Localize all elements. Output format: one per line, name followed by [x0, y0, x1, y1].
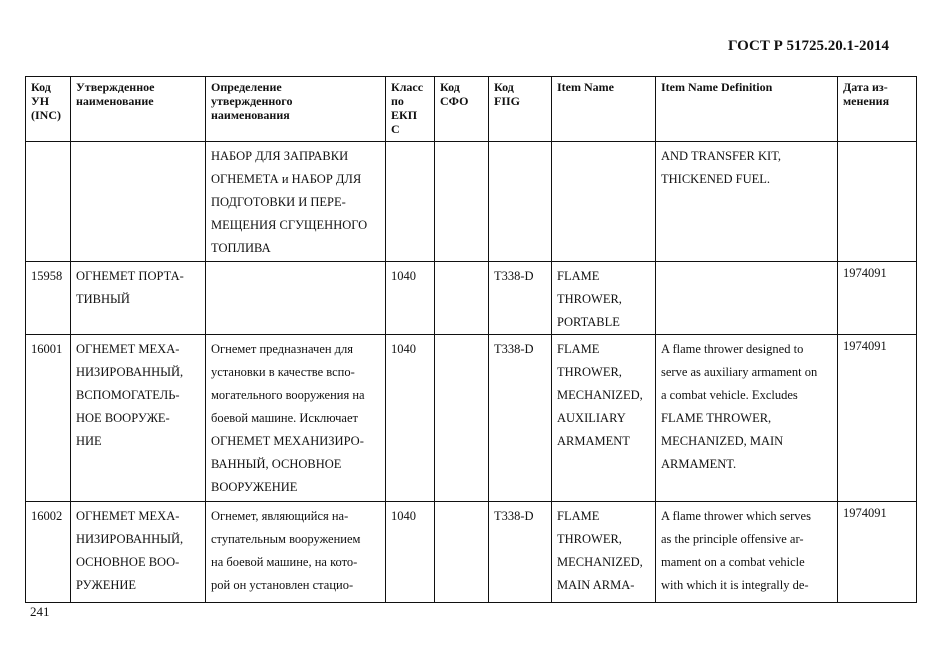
cell-class	[386, 142, 435, 262]
cell-sfo-code	[435, 502, 489, 603]
cell-sfo-code	[435, 335, 489, 502]
cell-class: 1040	[386, 502, 435, 603]
table-row	[26, 335, 917, 502]
cell-name-definition: НАБОР ДЛЯ ЗАПРАВКИ ОГНЕМЕТА и НАБОР ДЛЯ ПОДГОТОВКИ И ПЕРЕ- МЕЩЕНИЯ СГУЩЕННОГО ТОПЛИВА	[206, 142, 386, 262]
cell-approved-name: ОГНЕМЕТ МЕХА- НИЗИРОВАННЫЙ, ВСПОМОГАТЕЛЬ- НОЕ ВООРУЖЕ- НИЕ	[71, 335, 206, 502]
column-header-change-date: Дата из- менения	[838, 77, 917, 142]
cell-item-name: FLAME THROWER, PORTABLE	[552, 262, 656, 335]
column-header-name-definition: Определение утвержденного наименования	[206, 77, 386, 142]
cell-inc-code: 16001	[26, 335, 71, 502]
page-number: 241	[30, 604, 50, 619]
cell-fiig-code: T338-D	[489, 502, 552, 603]
cell-name-definition: Огнемет предназначен для установки в качестве вспо- могательного вооружения на боевой машине. Исключает ОГНЕМЕТ МЕХАНИЗИРО- ВАННЫЙ, ОСНОВНОЕ ВООРУЖЕНИЕ	[206, 335, 386, 502]
cell-fiig-code	[489, 142, 552, 262]
cell-change-date	[838, 142, 917, 262]
cell-change-date: 1974091	[838, 335, 917, 502]
column-header-class: Класс по ЕКП С	[386, 77, 435, 142]
table-row	[26, 262, 917, 335]
cell-sfo-code	[435, 142, 489, 262]
table-header-row	[26, 77, 917, 142]
column-header-fiig-code: Код FIIG	[489, 77, 552, 142]
cell-change-date: 1974091	[838, 262, 917, 335]
cell-class: 1040	[386, 335, 435, 502]
cell-sfo-code	[435, 262, 489, 335]
document-title: ГОСТ Р 51725.20.1-2014	[727, 38, 889, 54]
column-header-sfo-code: Код СФО	[435, 77, 489, 142]
cell-approved-name: ОГНЕМЕТ МЕХА- НИЗИРОВАННЫЙ, ОСНОВНОЕ ВОО- РУЖЕНИЕ	[71, 502, 206, 603]
cell-change-date: 1974091	[838, 502, 917, 603]
cell-item-name-definition: A flame thrower designed to serve as auxiliary armament on a combat vehicle. Excludes FLAME THROWER, MECHANIZED, MAIN ARMAMENT.	[656, 335, 838, 502]
table-row	[26, 142, 917, 262]
cell-item-name: FLAME THROWER, MECHANIZED, AUXILIARY ARMAMENT	[552, 335, 656, 502]
cell-approved-name	[71, 142, 206, 262]
cell-item-name	[552, 142, 656, 262]
table-row	[26, 502, 917, 603]
cell-fiig-code: T338-D	[489, 262, 552, 335]
cell-item-name-definition: A flame thrower which serves as the principle offensive ar- mament on a combat vehicle with which it is integrally de-	[656, 502, 838, 603]
cell-inc-code: 16002	[26, 502, 71, 603]
cell-approved-name: ОГНЕМЕТ ПОРТА- ТИВНЫЙ	[71, 262, 206, 335]
cell-inc-code	[26, 142, 71, 262]
column-header-item-name: Item Name	[552, 77, 656, 142]
item-names-table	[25, 76, 917, 603]
cell-name-definition: Огнемет, являющийся на- ступательным вооружением на боевой машине, на кото- рой он установлен стацио-	[206, 502, 386, 603]
cell-name-definition	[206, 262, 386, 335]
column-header-inc-code: Код УН (INC)	[26, 77, 71, 142]
cell-inc-code: 15958	[26, 262, 71, 335]
column-header-approved-name: Утвержденное наименование	[71, 77, 206, 142]
cell-item-name: FLAME THROWER, MECHANIZED, MAIN ARMA-	[552, 502, 656, 603]
cell-class: 1040	[386, 262, 435, 335]
cell-item-name-definition	[656, 262, 838, 335]
cell-fiig-code: T338-D	[489, 335, 552, 502]
column-header-item-name-definition: Item Name Definition	[656, 77, 838, 142]
cell-item-name-definition: AND TRANSFER KIT, THICKENED FUEL.	[656, 142, 838, 262]
